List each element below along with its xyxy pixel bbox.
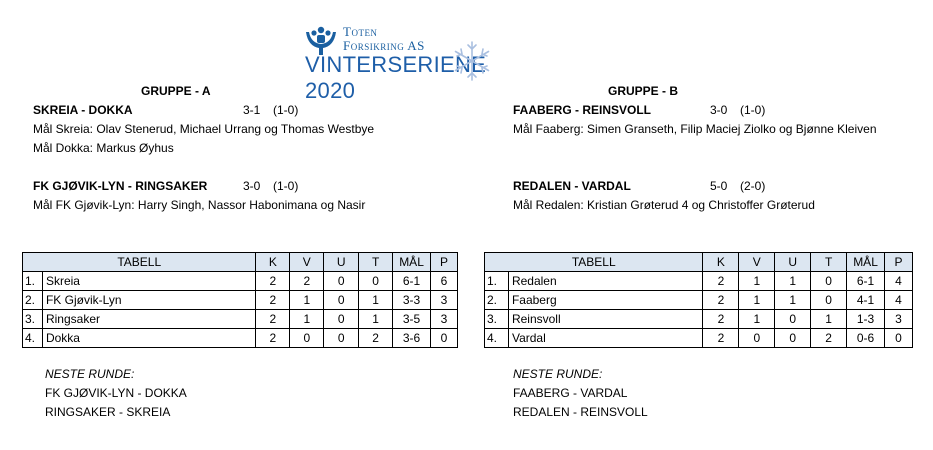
row-team: Redalen — [508, 272, 703, 291]
match-teams: REDALEN - VARDAL — [513, 179, 631, 193]
match-score: 3-0 — [710, 103, 728, 117]
match-score: 3-0 — [243, 179, 261, 193]
row-position: 2. — [23, 291, 43, 310]
row-k: 2 — [256, 291, 290, 310]
row-team: Dokka — [42, 329, 255, 348]
row-mal: 6-1 — [847, 272, 885, 291]
row-mal: 6-1 — [393, 272, 431, 291]
header-mal: MÅL — [847, 253, 885, 272]
header-p: P — [431, 253, 458, 272]
match-scorers: Mål Skreia: Olav Stenerud, Michael Urrang og Thomas Westbye — [33, 122, 375, 136]
row-v: 1 — [739, 291, 775, 310]
row-mal: 3-3 — [393, 291, 431, 310]
row-position: 1. — [23, 272, 43, 291]
next-round-label: NESTE RUNDE: — [45, 367, 135, 381]
row-position: 4. — [485, 329, 509, 348]
header-p: P — [885, 253, 913, 272]
match-halftime: (1-0) — [273, 179, 299, 193]
row-u: 0 — [324, 272, 359, 291]
standings-table-b — [484, 252, 913, 348]
next-round-match: FAABERG - VARDAL — [513, 386, 628, 400]
match-teams: FAABERG - REINSVOLL — [513, 103, 652, 117]
row-team: Ringsaker — [42, 310, 255, 329]
snowflake-icon — [451, 40, 493, 82]
table-row — [485, 272, 913, 291]
match-scorers: Mål Dokka: Markus Øyhus — [33, 141, 174, 155]
header-mal: MÅL — [393, 253, 431, 272]
row-position: 3. — [485, 310, 509, 329]
header-tabell: TABELL — [23, 253, 256, 272]
row-k: 2 — [256, 329, 290, 348]
row-p: 0 — [431, 329, 458, 348]
match-score: 5-0 — [710, 179, 728, 193]
row-u: 1 — [775, 272, 811, 291]
header-tabell: TABELL — [485, 253, 703, 272]
row-v: 0 — [290, 329, 324, 348]
row-team: Vardal — [508, 329, 703, 348]
row-u: 0 — [775, 310, 811, 329]
row-v: 1 — [290, 291, 324, 310]
row-t: 0 — [359, 272, 393, 291]
row-p: 4 — [885, 291, 913, 310]
row-mal: 0-6 — [847, 329, 885, 348]
row-k: 2 — [256, 310, 290, 329]
row-v: 0 — [739, 329, 775, 348]
row-k: 2 — [256, 272, 290, 291]
table-row — [485, 291, 913, 310]
row-t: 0 — [811, 272, 847, 291]
row-v: 1 — [739, 310, 775, 329]
match-halftime: (2-0) — [740, 179, 766, 193]
row-p: 3 — [431, 291, 458, 310]
next-round-match: FK GJØVIK-LYN - DOKKA — [45, 386, 187, 400]
sponsor-logo — [303, 18, 503, 103]
row-v: 1 — [739, 272, 775, 291]
table-row — [23, 291, 458, 310]
match-teams: SKREIA - DOKKA — [33, 103, 133, 117]
logo-line-1: Toten — [343, 24, 378, 39]
next-round-match: REDALEN - REINSVOLL — [513, 405, 648, 419]
standings-table-a — [22, 252, 458, 348]
row-team: Skreia — [42, 272, 255, 291]
row-p: 6 — [431, 272, 458, 291]
row-k: 2 — [703, 291, 739, 310]
row-mal: 1-3 — [847, 310, 885, 329]
header-k: K — [256, 253, 290, 272]
match-halftime: (1-0) — [740, 103, 766, 117]
row-u: 0 — [324, 310, 359, 329]
match-halftime: (1-0) — [273, 103, 299, 117]
row-u: 0 — [775, 329, 811, 348]
logo-line-3: VINTERSERIENE 2020 — [305, 52, 487, 103]
table-row — [485, 329, 913, 348]
header-u: U — [775, 253, 811, 272]
row-position: 4. — [23, 329, 43, 348]
row-t: 0 — [811, 291, 847, 310]
row-p: 0 — [885, 329, 913, 348]
row-position: 2. — [485, 291, 509, 310]
row-t: 2 — [359, 329, 393, 348]
match-scorers: Mål Redalen: Kristian Grøterud 4 og Christoffer Grøterud — [513, 198, 815, 212]
header-v: V — [739, 253, 775, 272]
group-b-title: GRUPPE - B — [608, 84, 679, 98]
row-u: 0 — [324, 329, 359, 348]
row-t: 1 — [359, 291, 393, 310]
row-k: 2 — [703, 310, 739, 329]
header-t: T — [811, 253, 847, 272]
row-p: 3 — [431, 310, 458, 329]
table-row — [23, 329, 458, 348]
next-round-label: NESTE RUNDE: — [513, 367, 603, 381]
row-k: 2 — [703, 272, 739, 291]
table-row — [23, 310, 458, 329]
row-t: 2 — [811, 329, 847, 348]
row-k: 2 — [703, 329, 739, 348]
table-row — [23, 272, 458, 291]
row-position: 3. — [23, 310, 43, 329]
group-a-title: GRUPPE - A — [141, 84, 211, 98]
match-scorers: Mål FK Gjøvik-Lyn: Harry Singh, Nassor Habonimana og Nasir — [33, 198, 366, 212]
table-row — [485, 310, 913, 329]
row-mal: 3-5 — [393, 310, 431, 329]
logo-line-2: Forsikring AS — [343, 38, 425, 53]
header-u: U — [324, 253, 359, 272]
row-t: 1 — [359, 310, 393, 329]
match-score: 3-1 — [243, 103, 261, 117]
row-v: 1 — [290, 310, 324, 329]
header-v: V — [290, 253, 324, 272]
next-round-match: RINGSAKER - SKREIA — [45, 405, 171, 419]
row-team: Reinsvoll — [508, 310, 703, 329]
row-position: 1. — [485, 272, 509, 291]
row-team: FK Gjøvik-Lyn — [42, 291, 255, 310]
table-header-row — [23, 253, 458, 272]
row-u: 1 — [775, 291, 811, 310]
row-mal: 4-1 — [847, 291, 885, 310]
row-p: 4 — [885, 272, 913, 291]
row-p: 3 — [885, 310, 913, 329]
row-team: Faaberg — [508, 291, 703, 310]
table-header-row — [485, 253, 913, 272]
row-mal: 3-6 — [393, 329, 431, 348]
header-t: T — [359, 253, 393, 272]
row-v: 2 — [290, 272, 324, 291]
header-k: K — [703, 253, 739, 272]
match-scorers: Mål Faaberg: Simen Granseth, Filip Maciej Ziolko og Bjønne Kleiven — [513, 122, 877, 136]
row-t: 1 — [811, 310, 847, 329]
row-u: 0 — [324, 291, 359, 310]
match-teams: FK GJØVIK-LYN - RINGSAKER — [33, 179, 208, 193]
